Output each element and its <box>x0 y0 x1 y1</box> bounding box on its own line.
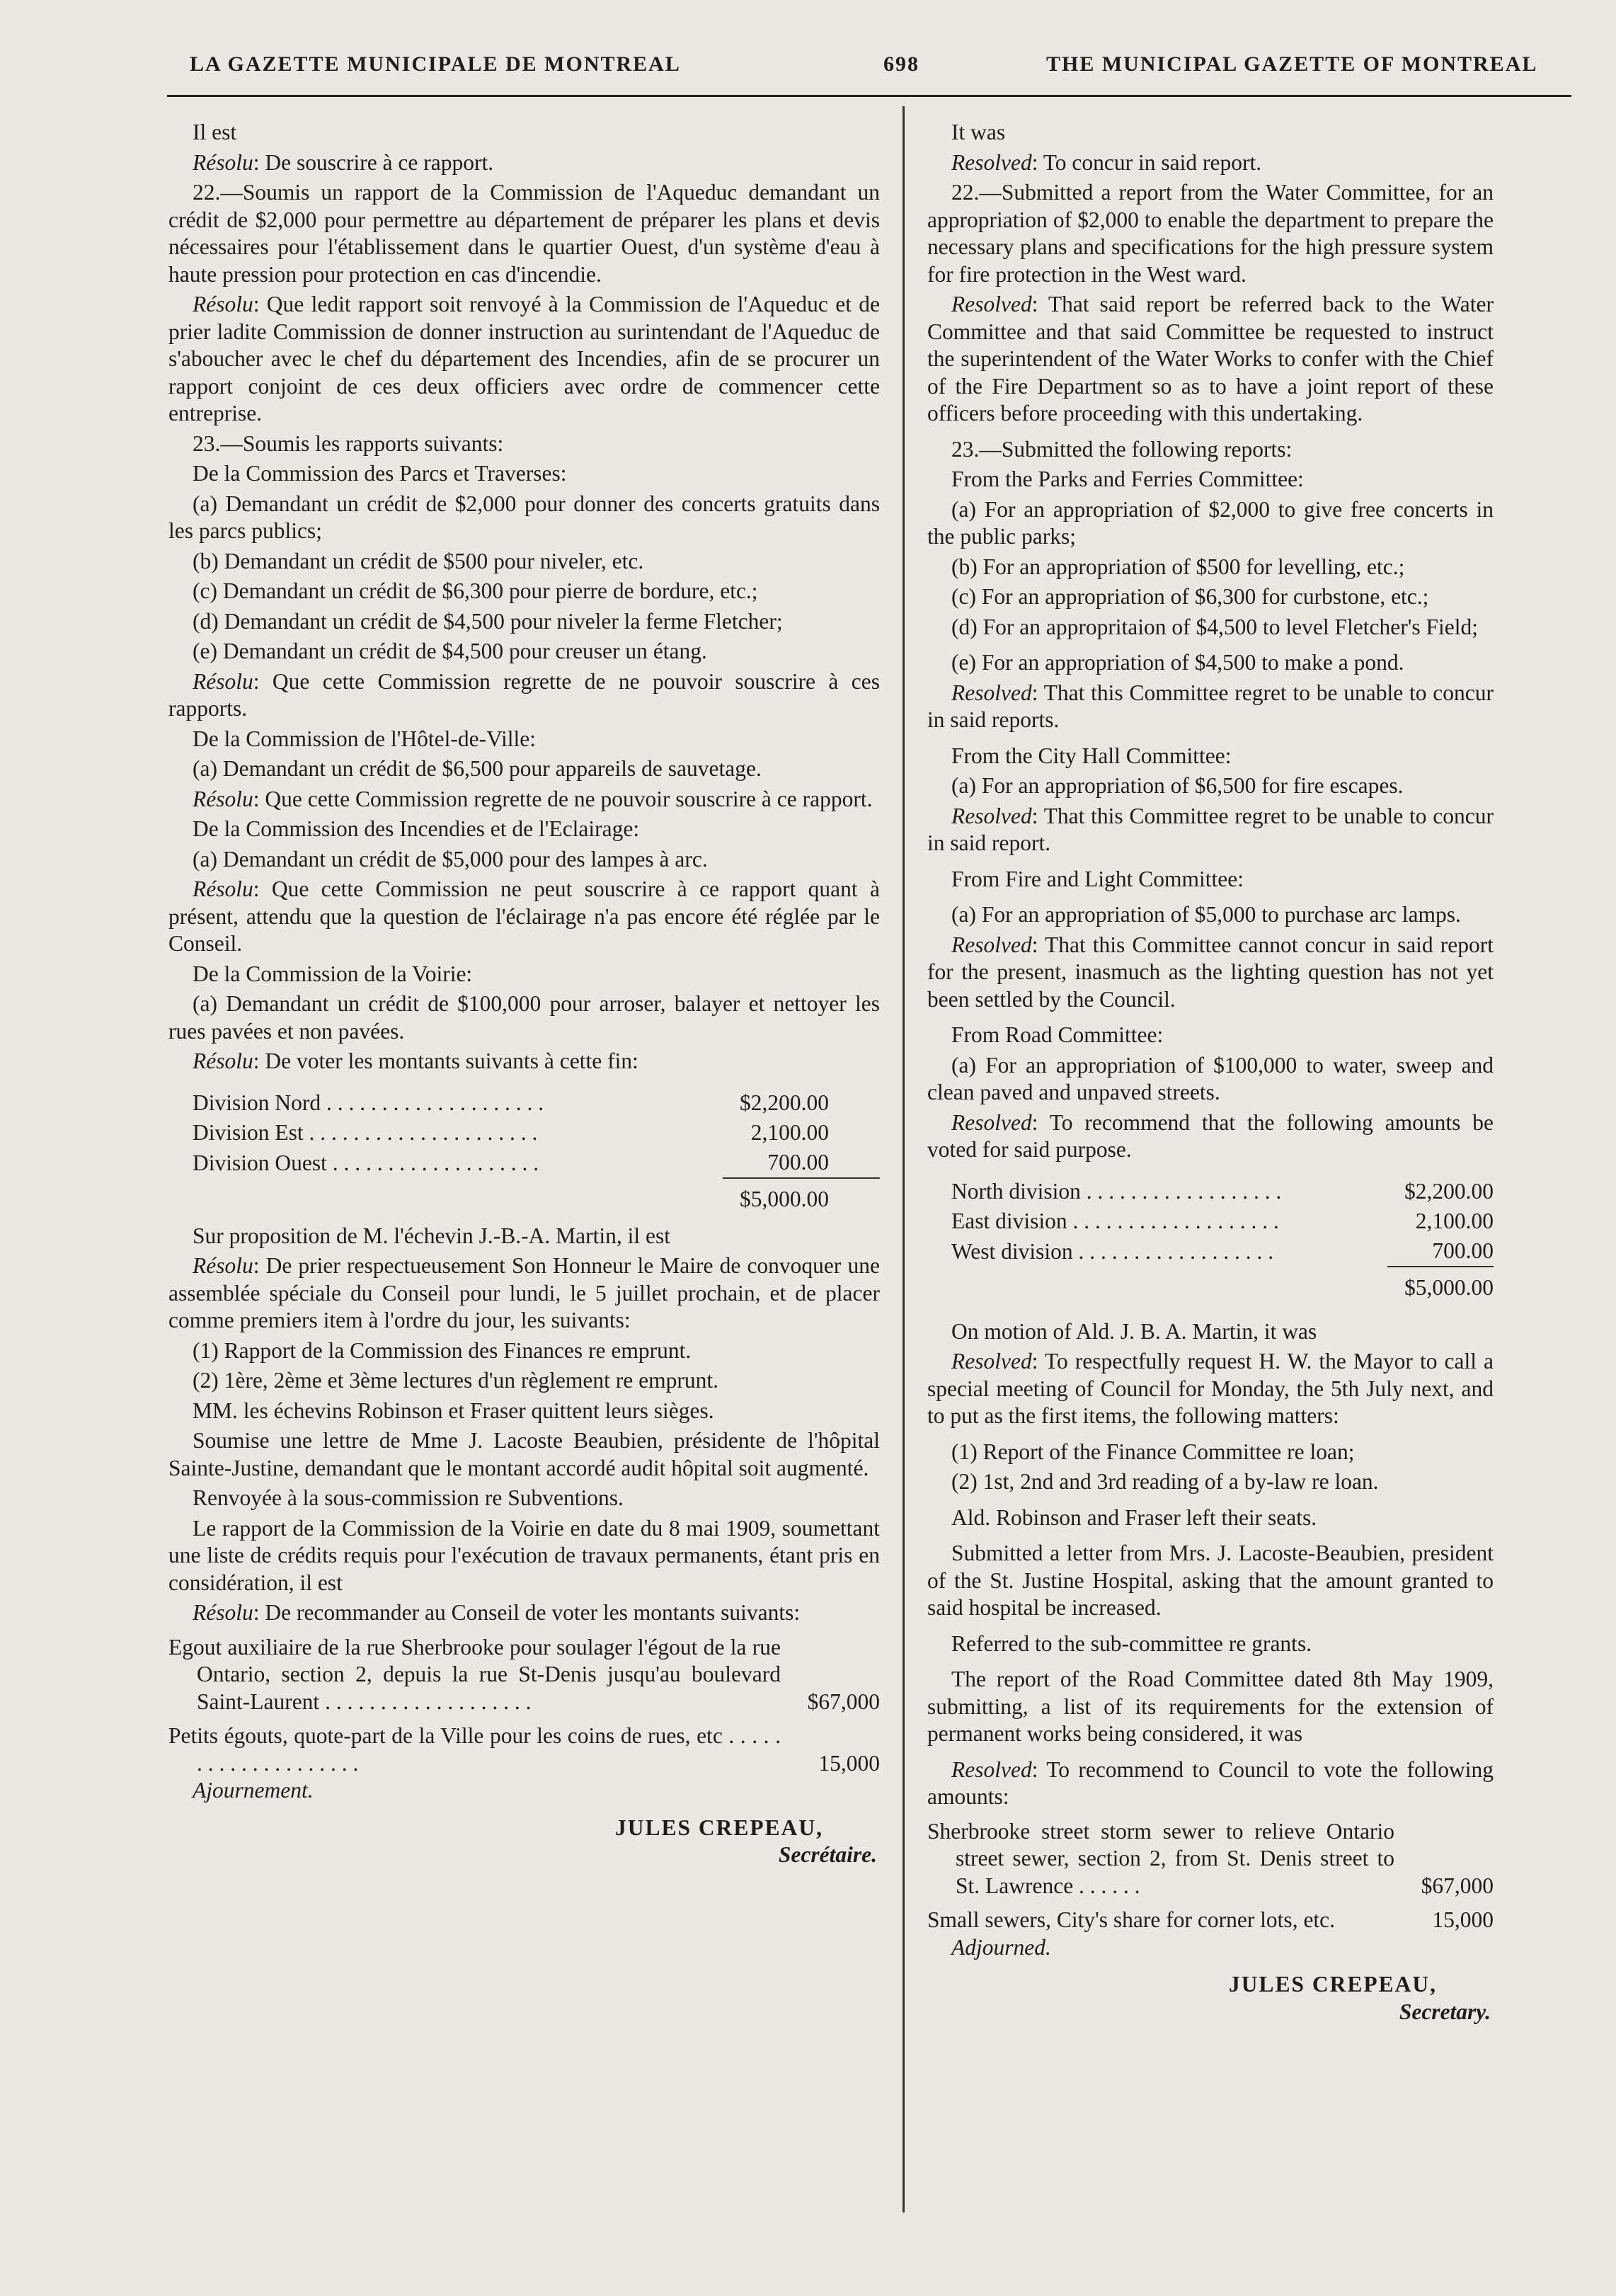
resolution <box>927 1348 1494 1430</box>
resolution <box>927 1109 1494 1164</box>
resolution-label: Resolved <box>951 1757 1032 1782</box>
table-row <box>168 1148 880 1178</box>
paragraph: Soumise une lettre de Mme J. Lacoste Beaubien, présidente de l'hôpital Sainte-Justine, demandant que le montant accordé audit hôpital soit augmenté. <box>168 1428 880 1480</box>
paragraph: (e) For an appropriation of $4,500 to make a pond. <box>951 650 1404 675</box>
paragraph: (b) For an appropriation of $500 for levelling, etc.; <box>951 554 1405 579</box>
paragraph: (a) For an appropriation of $6,500 for fire escapes. <box>951 773 1404 798</box>
resolution <box>168 1252 880 1335</box>
division-value: 700.00 <box>1432 1238 1494 1263</box>
paragraph: Ald. Robinson and Fraser left their seats. <box>951 1504 1317 1530</box>
resolution <box>927 149 1494 177</box>
resolution <box>927 932 1494 1014</box>
division-value: $2,200.00 <box>1404 1178 1494 1204</box>
division-label: Division Ouest . . . . . . . . . . . . . . . . . . . <box>193 1150 539 1175</box>
paragraph: De la Commission des Incendies et de l'Eclairage: <box>193 816 640 841</box>
resolution-text: : De souscrire à ce rapport. <box>253 149 494 175</box>
paragraph: (2) 1st, 2nd and 3rd reading of a by-law re loan. <box>951 1469 1379 1494</box>
resolution-label: Résolu <box>193 876 253 901</box>
division-label: Division Nord . . . . . . . . . . . . . . . . . . . . <box>193 1090 544 1115</box>
works-item <box>168 1723 880 1777</box>
paragraph: (2) 1ère, 2ème et 3ème lectures d'un règlement re emprunt. <box>193 1368 718 1393</box>
resolution-text: : That this Committee regret to be unable to concur in said reports. <box>927 680 1494 732</box>
total-row <box>168 1178 880 1214</box>
paragraph: (a) Demandant un crédit de $6,500 pour appareils de sauvetage. <box>193 756 762 781</box>
division-value: 700.00 <box>767 1149 829 1175</box>
resolution-text: : That this Committee cannot concur in said report for the present, inasmuch as the lighting question has not yet been settled by the Council. <box>927 932 1494 1012</box>
division-total: $5,000.00 <box>1387 1267 1494 1303</box>
resolution-text: : De voter les montants suivants à cette fin: <box>253 1049 638 1073</box>
signature-title: Secretary. <box>1399 1999 1491 2024</box>
paragraph: (a) For an appropriation of $2,000 to give free concerts in the public parks; <box>927 496 1494 549</box>
works-value: $67,000 <box>807 1689 880 1714</box>
paragraph: It was <box>951 120 1006 144</box>
resolution-text: : That this Committee regret to be unable to concur in said report. <box>927 803 1494 855</box>
paragraph: Renvoyée à la sous-commission re Subventions. <box>193 1485 624 1510</box>
paragraph: (e) Demandant un crédit de $4,500 pour creuser un étang. <box>193 639 707 663</box>
paragraph: 22.—Soumis un rapport de la Commission de l'Aqueduc demandant un crédit de $2,000 pour permettre au département de préparer les plans et devis nécessaires pour l'établissement dans le quartier Ouest, d'un système d'eau à haute pression pour protection en cas d'incendie. <box>168 180 880 287</box>
division-value: $2,200.00 <box>740 1090 829 1115</box>
paragraph: De la Commission de l'Hôtel-de-Ville: <box>193 726 536 751</box>
paragraph: (a) For an appropriation of $5,000 to purchase arc lamps. <box>951 902 1461 927</box>
adjournment: Ajournement. <box>193 1778 314 1803</box>
paragraph: From the City Hall Committee: <box>951 743 1232 768</box>
division-amounts-table <box>168 1088 880 1214</box>
paragraph: The report of the Road Committee dated 8th May 1909, submitting, a list of its requirements for the extension of permanent works being considered, it was <box>927 1667 1494 1746</box>
paragraph: (a) Demandant un crédit de $2,000 pour donner des concerts gratuits dans les parcs publics; <box>168 491 880 543</box>
table-row <box>927 1177 1494 1206</box>
division-label: Division Est . . . . . . . . . . . . . . . . . . . . . <box>193 1119 538 1145</box>
resolution-label: Résolu <box>193 292 253 316</box>
works-description: Petits égouts, quote-part de la Ville pour les coins de rues, etc . . . . . . . . . . . . . . . . . . . . <box>168 1723 781 1776</box>
division-value: 2,100.00 <box>750 1119 829 1145</box>
resolution <box>168 1048 880 1075</box>
resolution <box>927 803 1494 857</box>
works-value: $67,000 <box>1421 1873 1494 1898</box>
resolution-label: Resolved <box>951 680 1032 705</box>
resolution-label: Resolved <box>951 292 1032 316</box>
resolution-label: Resolved <box>951 149 1032 175</box>
division-label: West division . . . . . . . . . . . . . . . . . . <box>951 1238 1274 1264</box>
resolution-text: : Que cette Commission ne peut souscrire à ce rapport quant à présent, attendu que la question de l'éclairage n'a pas encore été réglée par le Conseil. <box>168 876 880 956</box>
table-row <box>168 1118 880 1148</box>
resolution-text: : De prier respectueusement Son Honneur le Maire de convoquer une assemblée spéciale du Conseil pour lundi, le 5 juillet prochain, et de placer comme premiers item à l'ordre du jour, les suivants: <box>168 1253 880 1332</box>
paragraph: (c) Demandant un crédit de $6,300 pour pierre de bordure, etc.; <box>193 578 758 603</box>
works-item <box>168 1634 880 1716</box>
paragraph: Il est <box>193 120 237 144</box>
resolution-text: : Que ledit rapport soit renvoyé à la Commission de l'Aqueduc et de prier ladite Commission de donner instruction au surintendant de l'Aqueduc de s'aboucher avec le chef du département des Incendies, afin de se procurer un rapport conjoint de ces deux officiers avec ordre de commencer cette entreprise. <box>168 292 880 425</box>
resolution-text: : To recommend to Council to vote the following amounts: <box>927 1757 1494 1809</box>
resolution-text: : To respectfully request H. W. the Mayor to call a special meeting of Council for Monday, the 5th July next, and to put as the first items, the following matters: <box>927 1349 1494 1428</box>
resolution-text: : To concur in said report. <box>1031 149 1262 175</box>
resolution-text: : Que cette Commission regrette de ne pouvoir souscrire à ces rapports. <box>168 668 880 721</box>
page-number: 698 <box>883 52 919 76</box>
resolution-label: Resolved <box>951 803 1032 828</box>
paragraph: (1) Report of the Finance Committee re loan; <box>951 1439 1355 1464</box>
paragraph: (d) Demandant un crédit de $4,500 pour niveler la ferme Fletcher; <box>193 608 783 634</box>
division-amounts-table <box>927 1177 1494 1303</box>
resolution <box>168 876 880 958</box>
resolution <box>927 680 1494 734</box>
signature-name: JULES CREPEAU, <box>614 1815 823 1840</box>
paragraph: From Road Committee: <box>951 1022 1164 1047</box>
adjournment: Adjourned. <box>951 1934 1051 1960</box>
resolution <box>168 786 880 813</box>
header-french-title: LA GAZETTE MUNICIPALE DE MONTREAL <box>190 52 681 76</box>
resolution-text: : That said report be referred back to the Water Committee and that said Committee be requested to instruct the superintendent of the Water Works to confer with the Chief of the Fire Department so as to have a joint report of these officers before proceeding with this undertaking. <box>927 292 1494 425</box>
paragraph: Submitted a letter from Mrs. J. Lacoste-Beaubien, president of the St. Justine Hospital, asking that the amount granted to said hospital be increased. <box>927 1541 1494 1620</box>
resolution-label: Résolu <box>193 786 253 811</box>
works-item <box>927 1907 1494 1934</box>
resolution-label: Resolved <box>951 1349 1032 1373</box>
paragraph: From Fire and Light Committee: <box>951 866 1244 891</box>
signature-title: Secrétaire. <box>778 1842 877 1867</box>
resolution-label: Résolu <box>193 668 253 694</box>
works-value: 15,000 <box>1432 1907 1494 1932</box>
division-value: 2,100.00 <box>1415 1208 1494 1233</box>
paragraph: MM. les échevins Robinson et Fraser quittent leurs sièges. <box>193 1398 714 1423</box>
paragraph: (c) For an appropriation of $6,300 for curbstone, etc.; <box>951 584 1429 609</box>
resolution-label: Resolved <box>951 1109 1032 1135</box>
works-description: Small sewers, City's share for corner lots, etc. <box>927 1907 1336 1932</box>
resolution-label: Resolved <box>951 932 1032 957</box>
paragraph: (a) Demandant un crédit de $100,000 pour arroser, balayer et nettoyer les rues pavées et non pavées. <box>168 991 880 1044</box>
works-item <box>927 1818 1494 1900</box>
resolution <box>168 291 880 428</box>
paragraph: 23.—Submitted the following reports: <box>951 436 1293 462</box>
resolution <box>168 1599 880 1627</box>
paragraph: (1) Rapport de la Commission des Finances re emprunt. <box>193 1337 692 1363</box>
paragraph: De la Commission des Parcs et Traverses: <box>193 461 567 486</box>
page-header <box>161 52 1577 92</box>
works-value: 15,000 <box>818 1750 880 1776</box>
works-description: Egout auxiliaire de la rue Sherbrooke pour soulager l'égout de la rue Ontario, section 2, depuis la rue St-Denis jusqu'au boulevard Saint-Laurent . . . . . . . . . . . . . . . . . . . <box>168 1634 781 1714</box>
table-row <box>927 1236 1494 1267</box>
paragraph: From the Parks and Ferries Committee: <box>951 467 1304 491</box>
resolution-label: Résolu <box>193 1253 253 1278</box>
paragraph: De la Commission de la Voirie: <box>193 961 473 986</box>
resolution <box>168 149 880 177</box>
division-label: East division . . . . . . . . . . . . . . . . . . . <box>951 1208 1279 1233</box>
total-row <box>927 1267 1494 1303</box>
paragraph: Referred to the sub-committee re grants. <box>951 1630 1312 1656</box>
paragraph: Le rapport de la Commission de la Voirie en date du 8 mai 1909, soumettant une liste de crédits requis pour l'exécution de travaux permanents, étant pris en considération, il est <box>168 1515 880 1595</box>
table-row <box>927 1206 1494 1236</box>
table-row <box>168 1088 880 1118</box>
paragraph: Sur proposition de M. l'échevin J.-B.-A. Martin, il est <box>193 1223 670 1248</box>
paragraph: (b) Demandant un crédit de $500 pour niveler, etc. <box>193 548 644 573</box>
paragraph: (a) Demandant un crédit de $5,000 pour des lampes à arc. <box>193 846 708 872</box>
resolution-text: : Que cette Commission regrette de ne pouvoir souscrire à ce rapport. <box>253 786 873 811</box>
division-label: North division . . . . . . . . . . . . . . . . . . <box>951 1178 1282 1204</box>
paragraph: 22.—Submitted a report from the Water Committee, for an appropriation of $2,000 to enable the department to prepare the necessary plans and specifications for the high pressure system for fire protection in the West ward. <box>927 180 1494 287</box>
header-english-title: THE MUNICIPAL GAZETTE OF MONTREAL <box>1046 52 1538 76</box>
resolution-text: : De recommander au Conseil de voter les montants suivants: <box>253 1600 801 1625</box>
paragraph: (d) For an appropritaion of $4,500 to level Fletcher's Field; <box>951 614 1479 639</box>
division-total: $5,000.00 <box>723 1178 880 1214</box>
french-column <box>168 119 880 1869</box>
resolution-label: Résolu <box>193 1600 253 1625</box>
resolution-label: Résolu <box>193 149 253 175</box>
resolution-label: Résolu <box>193 1049 253 1073</box>
resolution <box>927 291 1494 428</box>
works-description: Sherbrooke street storm sewer to relieve Ontario street sewer, section 2, from St. Denis street to St. Lawrence . . . . . . <box>927 1818 1394 1898</box>
header-rule <box>167 95 1571 97</box>
paragraph: On motion of Ald. J. B. A. Martin, it was <box>951 1318 1317 1344</box>
resolution <box>927 1757 1494 1811</box>
paragraph: (a) For an appropriation of $100,000 to water, sweep and clean paved and unpaved streets. <box>927 1052 1494 1104</box>
english-column <box>927 119 1494 2026</box>
resolution-text: : To recommend that the following amounts be voted for said purpose. <box>927 1109 1494 1162</box>
column-divider <box>902 106 905 2212</box>
paragraph: 23.—Soumis les rapports suivants: <box>193 430 504 456</box>
resolution <box>168 668 880 723</box>
signature-name: JULES CREPEAU, <box>1228 1972 1437 1997</box>
